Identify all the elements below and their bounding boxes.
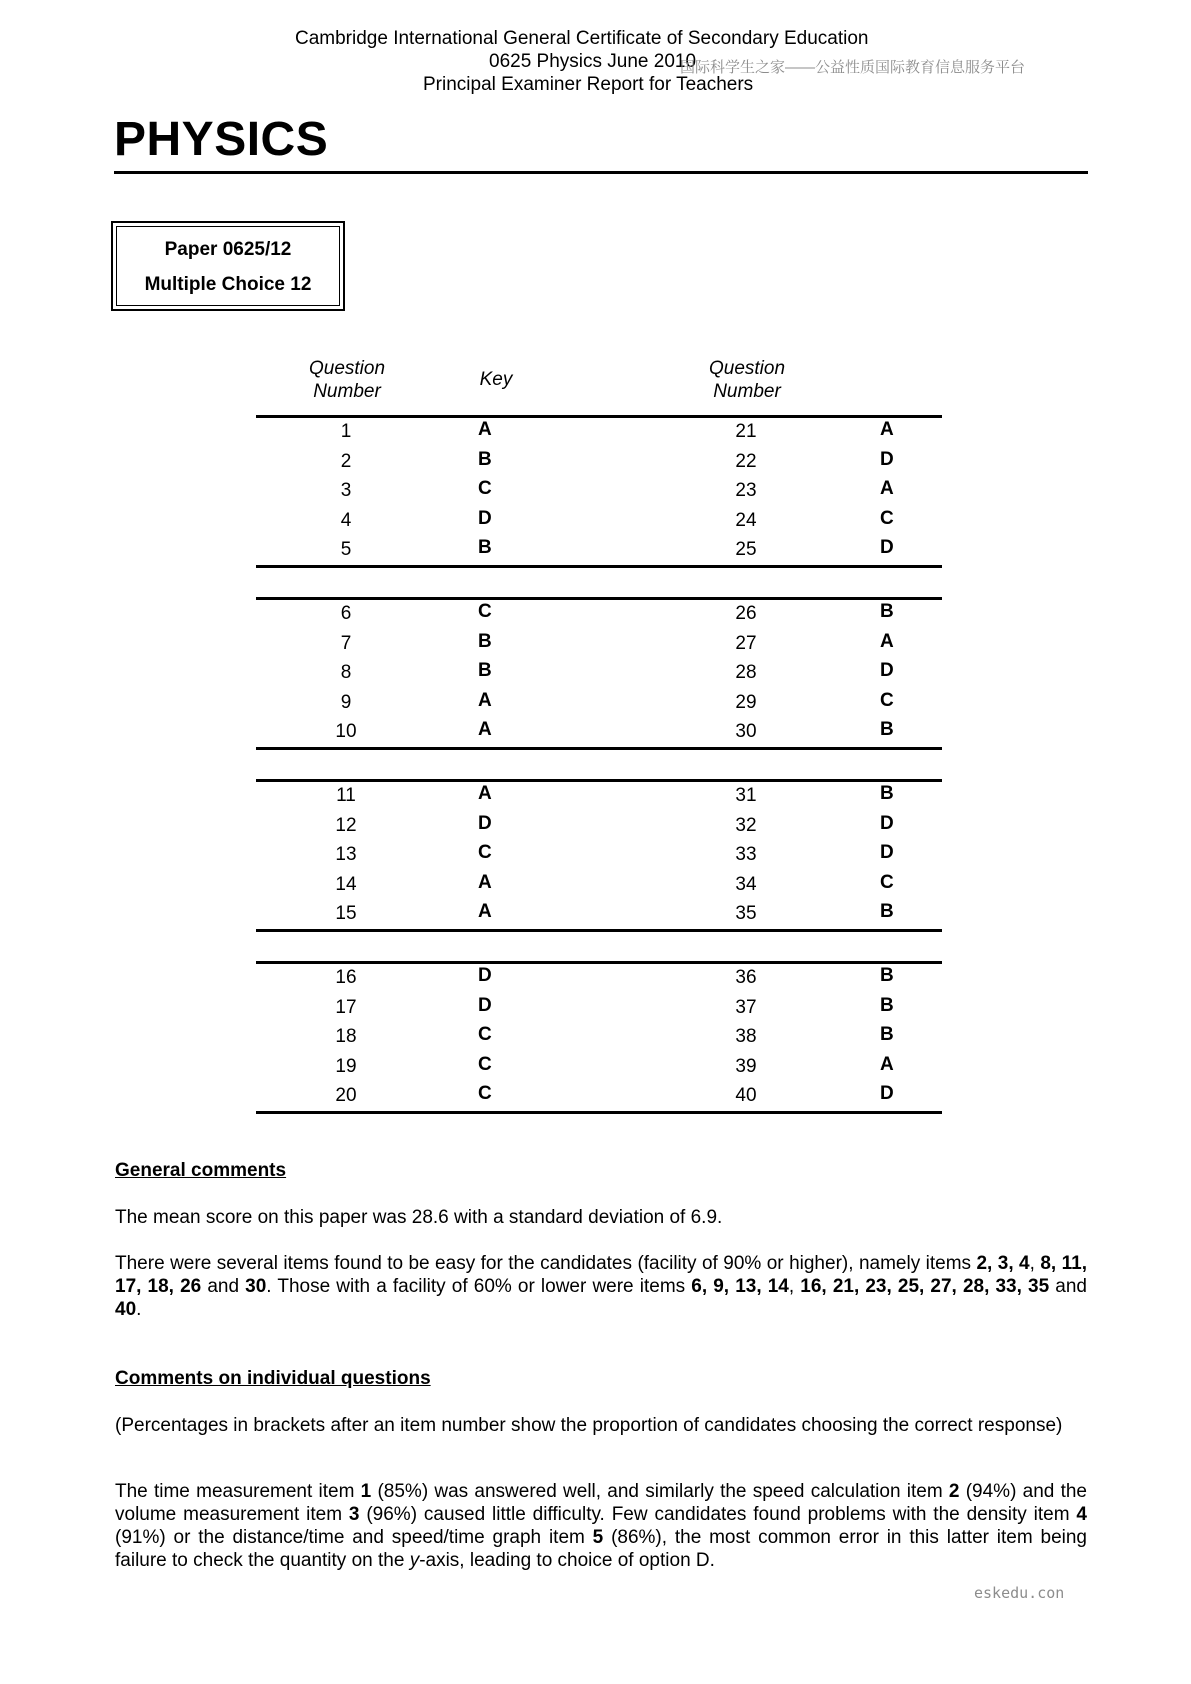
table-rule	[256, 1111, 942, 1114]
text-run: (86%), the most common error in this latter item being failure to check the quantity on the	[115, 1527, 1087, 1571]
text-run: (96%) caused little difficulty. Few candidates found problems with the density item	[359, 1504, 1077, 1525]
table-rule	[256, 415, 942, 418]
question-number: 6	[340, 603, 352, 624]
answer-key: D	[478, 994, 492, 1016]
answer-key: D	[880, 842, 894, 863]
answer-key: A	[478, 901, 492, 922]
answer-key: B	[880, 994, 894, 1016]
question-number: 2	[340, 450, 352, 472]
bold-items: 8, 11, 17, 18, 26	[115, 1253, 1087, 1297]
bold-items: 16, 21, 23, 25, 27, 28, 33, 35	[800, 1276, 1050, 1297]
question-number: 15	[335, 903, 357, 924]
answer-key: A	[478, 719, 492, 740]
text-run: -axis, leading to choice of option D.	[419, 1550, 715, 1571]
answer-key: B	[880, 601, 894, 622]
question-number: 1	[340, 421, 352, 442]
question-number: 37	[735, 996, 757, 1018]
answer-key: D	[880, 660, 894, 681]
answer-key: C	[478, 842, 492, 863]
paper-title: Multiple Choice 12	[144, 274, 312, 295]
answer-key: A	[478, 689, 492, 711]
paper-info-box	[111, 221, 345, 311]
text-run: (94%) and the volume measurement item	[115, 1481, 1087, 1525]
italic-axis-label: y	[409, 1550, 420, 1571]
question-number: 8	[340, 662, 352, 683]
header-line-1: Cambridge International General Certificate of Secondary Education	[295, 28, 869, 49]
answer-key: B	[478, 537, 492, 558]
percentages-note: (Percentages in brackets after an item number show the proportion of candidates choosing the correct response)	[115, 1415, 1063, 1436]
answer-key: C	[478, 601, 492, 622]
question-number: 30	[735, 721, 757, 742]
answer-key: D	[880, 1083, 894, 1104]
question-number: 14	[335, 873, 357, 895]
question-number: 32	[735, 814, 757, 836]
footer-watermark: eskedu.con	[974, 1584, 1065, 1602]
question-number: 4	[340, 509, 352, 531]
bold-item-number: 3	[348, 1504, 360, 1525]
bold-item-number: 4	[1076, 1504, 1087, 1525]
answer-key: D	[880, 537, 894, 558]
question-number: 28	[735, 662, 757, 683]
facility-paragraph	[115, 1252, 1087, 1321]
question-number: 10	[335, 721, 357, 742]
text-run: ,	[1029, 1253, 1041, 1274]
question-number: 12	[335, 814, 357, 836]
text-run: (85%) was answered well, and similarly the speed calculation item	[371, 1481, 949, 1502]
answer-key: A	[478, 419, 492, 440]
answer-key: D	[880, 812, 894, 834]
table-rule	[256, 961, 942, 964]
bold-items: 30	[245, 1276, 267, 1297]
question-number: 31	[735, 785, 757, 806]
table-rule	[256, 565, 942, 568]
text-run: and	[201, 1276, 246, 1297]
mean-score-paragraph: The mean score on this paper was 28.6 with a standard deviation of 6.9.	[115, 1207, 723, 1228]
bold-item-number: 5	[592, 1527, 604, 1548]
text-run: .	[136, 1299, 142, 1320]
answer-key: B	[478, 660, 492, 681]
individual-comments-heading: Comments on individual questions	[115, 1368, 431, 1389]
question-number: 35	[735, 903, 757, 924]
title-divider	[114, 171, 1088, 174]
page-title: PHYSICS	[114, 113, 329, 166]
question-number: 26	[735, 603, 757, 624]
answer-key: C	[478, 1024, 492, 1045]
header-line-2: 0625 Physics June 2010	[489, 51, 697, 72]
question-number: 33	[735, 844, 757, 865]
answer-key: A	[880, 630, 894, 652]
question-number: 13	[335, 844, 357, 865]
text-run: (91%) or the distance/time and speed/time graph item	[115, 1527, 593, 1548]
text-run: and	[1049, 1276, 1087, 1297]
question-number: 20	[335, 1085, 357, 1106]
paper-code: Paper 0625/12	[164, 239, 292, 260]
general-comments-heading: General comments	[115, 1160, 287, 1181]
items-1-5-paragraph	[115, 1480, 1087, 1572]
text-run: ,	[788, 1276, 801, 1297]
question-number: 39	[735, 1055, 757, 1077]
answer-key: B	[880, 1024, 894, 1045]
bold-items: 6, 9, 13, 14	[691, 1276, 789, 1297]
answer-key: D	[478, 965, 492, 986]
watermark-text: 国际科学生之家——公益性质国际教育信息服务平台	[680, 59, 1026, 76]
question-number: 21	[735, 421, 757, 442]
table-rule	[256, 747, 942, 750]
answer-key: A	[478, 871, 492, 893]
answer-key: C	[478, 1083, 492, 1104]
text-run: The time measurement item	[115, 1481, 361, 1502]
table-rule	[256, 929, 942, 932]
answer-key: D	[478, 507, 492, 529]
bold-items: 40	[115, 1299, 137, 1320]
answer-key: A	[880, 419, 894, 440]
answer-key: A	[880, 478, 894, 499]
question-number: 23	[735, 480, 757, 501]
answer-key: B	[478, 630, 492, 652]
answer-key: C	[478, 1053, 492, 1075]
table-rule	[256, 779, 942, 782]
answer-key: A	[478, 783, 492, 804]
answer-key: C	[880, 507, 894, 529]
answer-key: C	[478, 478, 492, 499]
question-number: 17	[335, 996, 357, 1018]
question-number: 5	[340, 539, 352, 560]
question-number: 16	[335, 967, 357, 988]
table-rule	[256, 597, 942, 600]
question-number: 40	[735, 1085, 757, 1106]
text-run: . Those with a facility of 60% or lower were items	[266, 1276, 692, 1297]
question-number: 38	[735, 1026, 757, 1047]
question-number: 34	[735, 873, 757, 895]
answer-key: B	[880, 783, 894, 804]
answer-key: A	[880, 1053, 894, 1075]
header-line-3: Principal Examiner Report for Teachers	[423, 74, 754, 95]
text-run: There were several items found to be easy for the candidates (facility of 90% or higher), namely items	[115, 1253, 977, 1274]
answer-key: B	[478, 448, 492, 470]
question-number: 27	[735, 632, 757, 654]
answer-key: C	[880, 689, 894, 711]
answer-key: C	[880, 871, 894, 893]
answer-key: B	[880, 965, 894, 986]
answer-key: B	[880, 901, 894, 922]
header-key: Key	[479, 369, 513, 390]
bold-item-number: 2	[948, 1481, 960, 1502]
header-question-number-2: Question Number	[708, 358, 786, 402]
answer-key: B	[880, 719, 894, 740]
question-number: 3	[340, 480, 352, 501]
header-question-number: Question Number	[308, 358, 386, 402]
question-number: 11	[336, 785, 356, 806]
paper-info-inner-border	[116, 226, 340, 306]
question-number: 24	[735, 509, 757, 531]
question-number: 25	[735, 539, 757, 560]
answer-key: D	[478, 812, 492, 834]
question-number: 22	[735, 450, 757, 472]
question-number: 18	[335, 1026, 357, 1047]
question-number: 29	[735, 691, 757, 713]
bold-items: 2, 3, 4	[976, 1253, 1030, 1274]
question-number: 7	[340, 632, 352, 654]
question-number: 19	[335, 1055, 357, 1077]
bold-item-number: 1	[360, 1481, 372, 1502]
question-number: 9	[340, 691, 352, 713]
answer-key: D	[880, 448, 894, 470]
question-number: 36	[735, 967, 757, 988]
